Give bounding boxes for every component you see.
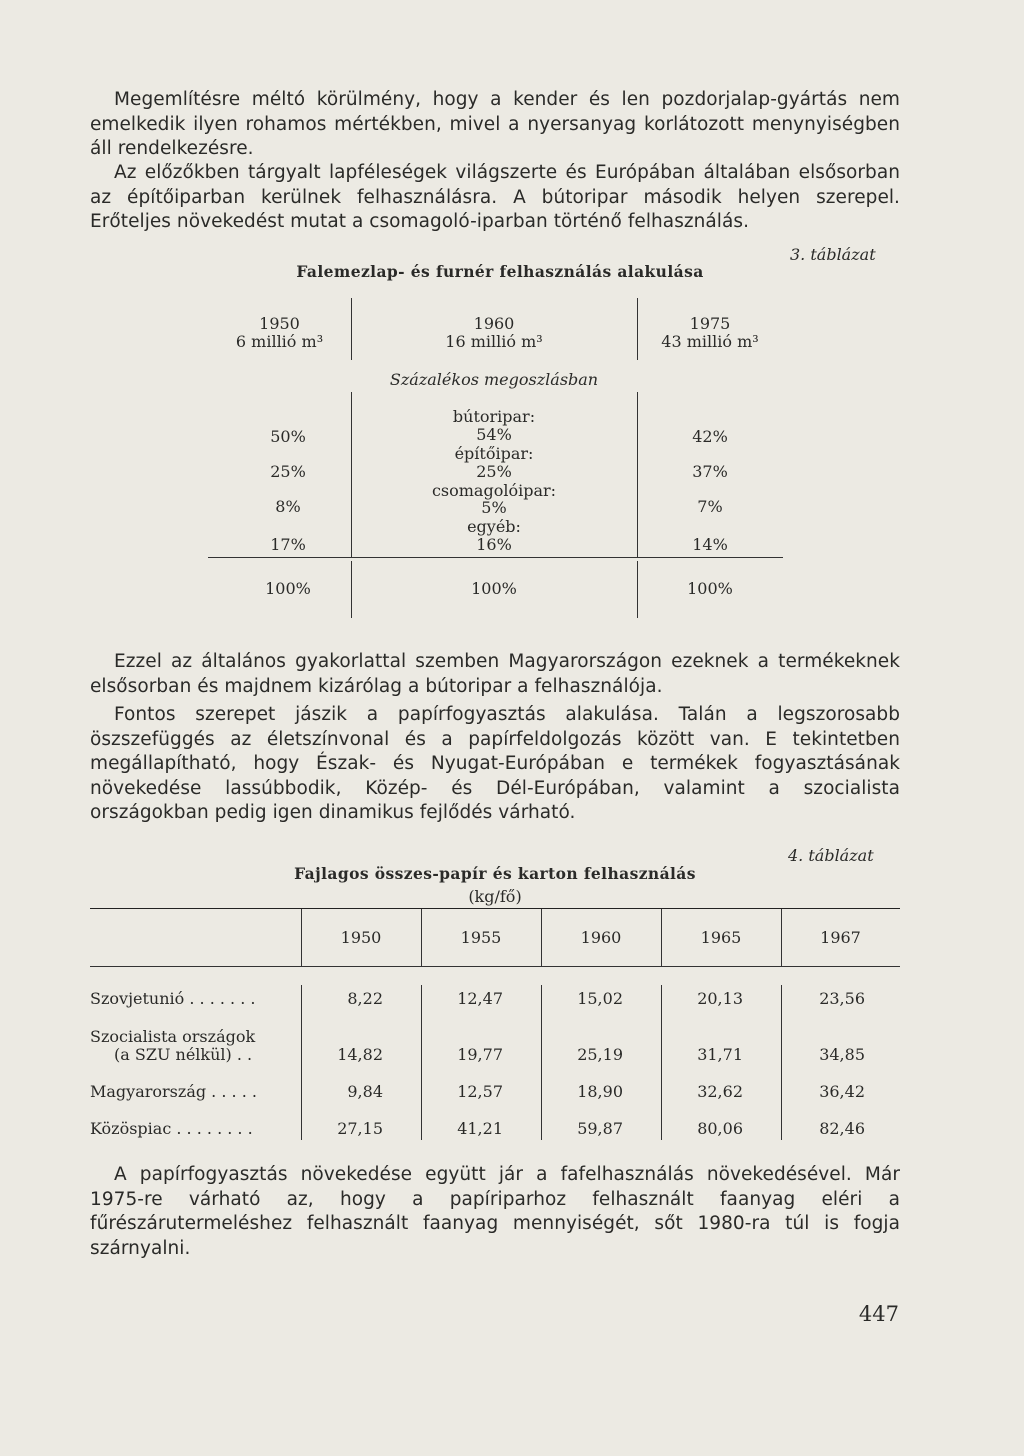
table-4-cell: 41,21 [457,1119,503,1138]
table-4-cell: 80,06 [697,1119,743,1138]
paragraph-2: Az előzőkben tárgyalt lapféleségek világszerte és Európában általában elsősorban az építőiparban kerülnek felhasználásra. A bútoripar második helyen szerepel. Erőteljes növekedést mutat a csomagoló-iparban történő felhasználás. [90,162,900,232]
table-4-cell: 19,77 [457,1045,503,1064]
table-4-label: 4. táblázat [788,846,874,865]
table-4-cell: 34,85 [819,1045,865,1064]
table-4-row-label: Szocialista országok [90,1027,256,1046]
table-3-subheader: Százalékos megoszlásban [389,370,599,389]
table-3-category: egyéb: [467,517,521,536]
paragraph-1: Megemlítésre méltó körülmény, hogy a kender és len pozdorjalap-gyártás nem emelkedik ilyen rohamos mértékben, mivel a nyersanyag korlátozott menynyiségben áll rendelkezésre. [90,89,900,159]
table-4-cell: 82,46 [819,1119,865,1138]
table-3-value: 54% [476,425,512,444]
table-3-amount: 6 millió m³ [235,332,324,351]
table-4-header-rule [90,966,900,967]
table-3-total-rule [208,557,783,558]
table-3-year: 1950 [259,314,300,333]
table-4-cell: 31,71 [697,1045,743,1064]
table-4-cell: 8,22 [347,989,383,1008]
table-4-cell: 18,90 [577,1082,623,1101]
table-4-cell: 23,56 [819,989,865,1008]
table-3-amount: 16 millió m³ [445,332,543,351]
table-3-total: 100% [265,579,311,598]
table-3-year: 1975 [689,314,731,333]
table-3-value: 17% [270,535,306,554]
table-4-year: 1967 [820,928,861,947]
table-4-cell: 32,62 [697,1082,743,1101]
table-3-value: 25% [476,462,512,481]
table-3-total: 100% [687,579,733,598]
table-4-row-label: Közöspiac . . . . . . . . [90,1119,253,1138]
table-3-category: építőipar: [454,444,534,463]
table-4-top-rule [90,908,900,909]
table-4-cell: 25,19 [577,1045,623,1064]
table-3-value: 14% [692,535,728,554]
table-3-year: 1960 [473,314,515,333]
table-4-year: 1960 [580,928,622,947]
paragraph-3: Ezzel az általános gyakorlattal szemben Magyarországon ezeknek a termékeknek elsősorban és majdnem kizárólag a bútoripar a felhasználója. [90,651,900,697]
page-number: 447 [858,1302,899,1326]
table-4-year: 1965 [700,928,742,947]
table-3-value: 50% [270,427,306,446]
table-4-cell: 27,15 [337,1119,383,1138]
table-4-title: Fajlagos összes-papír és karton felhasználás [294,864,696,883]
table-4-unit: (kg/fő) [468,887,522,906]
table-3-value: 37% [692,462,728,481]
table-4-cell: 59,87 [577,1119,623,1138]
table-4-row-label: Szovjetunió . . . . . . . [90,989,256,1008]
table-4-cell: 12,57 [457,1082,503,1101]
table-4-year: 1950 [340,928,382,947]
table-4-cell: 15,02 [577,989,623,1008]
table-3-category: csomagolóipar: [431,481,557,500]
table-3-value: 7% [697,497,723,516]
table-3-category: bútoripar: [452,407,536,426]
table-3-title: Falemezlap- és furnér felhasználás alakulása [296,262,704,281]
table-4-cell: 36,42 [819,1082,865,1101]
table-3-value: 8% [275,497,301,516]
table-4-cell: 12,47 [457,989,503,1008]
table-3-value: 25% [270,462,306,481]
table-4-cell: 20,13 [697,989,743,1008]
table-4-year: 1955 [460,928,502,947]
table-3-value: 42% [692,427,728,446]
table-4-cell: 14,82 [337,1045,383,1064]
table-4-cell: 9,84 [347,1082,383,1101]
table-3-amount: 43 millió m³ [661,332,759,351]
table-3-total: 100% [471,579,517,598]
paragraph-4: Fontos szerepet jászik a papírfogyasztás alakulása. Talán a legszorosabb öszszefüggés az életszínvonal és a papírfeldolgozás között van. E tekintetben megállapítható, hogy Észak- és Nyugat-Európában e termékek fogyasztásának növekedése lassúbbodik, Közép- és Dél-Európában, valamint a szocialista országokban pedig igen dinamikus fejlődés várható. [90,704,900,823]
table-3-label: 3. táblázat [790,245,876,264]
table-4-row-label: Magyarország . . . . . [90,1082,257,1101]
paragraph-5: A papírfogyasztás növekedése együtt jár a fafelhasználás növekedésével. Már 1975-re várható az, hogy a papíriparhoz felhasznált faanyag eléri a fűrészárutermeléshez felhasznált faanyag mennyiségét, sőt 1980-ra túl is fogja szárnyalni. [90,1164,900,1259]
table-4-row-label: (a SZU nélkül) . . [114,1045,253,1064]
table-3-value: 5% [481,498,507,517]
table-3-value: 16% [476,535,512,554]
